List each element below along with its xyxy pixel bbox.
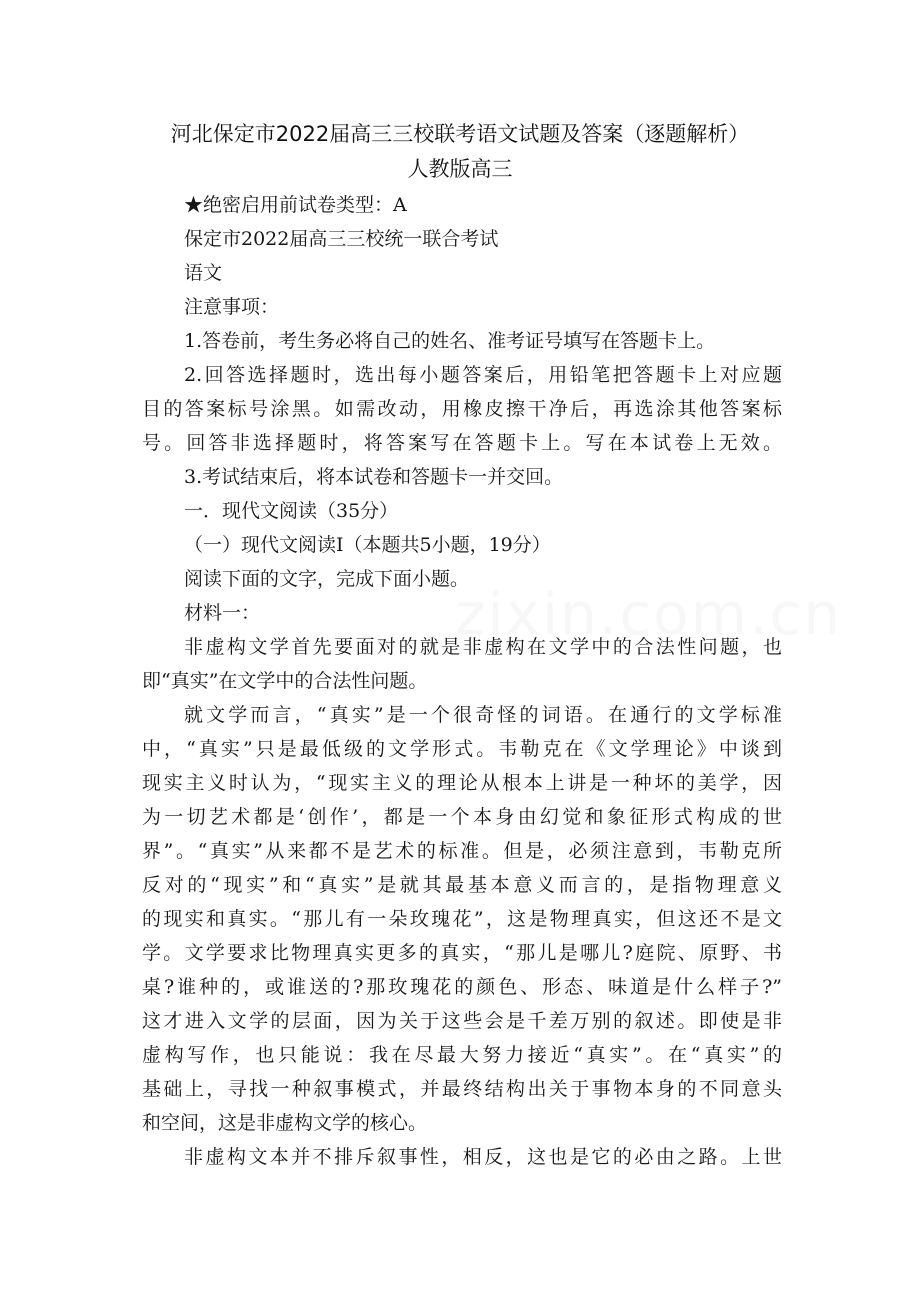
section-heading: 一．现代文阅读（35分） [184, 500, 399, 522]
paragraph-line: 基础上，寻找一种叙事模式，并最终结构出关于事物本身的不同意头 [142, 1078, 782, 1100]
note-item: 1.答卷前，考生务必将自己的姓名、准考证号填写在答题卡上。 [184, 330, 716, 352]
note-item-continued: 目的答案标号涂黑。如需改动，用橡皮擦干净后，再选涂其他答案标 [142, 398, 782, 420]
paragraph-line: 中，“真实”只是最低级的文学形式。韦勒克在《文学理论》中谈到 [142, 738, 782, 760]
paragraph-line: 虚构写作，也只能说：我在尽最大努力接近“真实”。在“真实”的 [142, 1044, 782, 1066]
paragraph-line: 学。文学要求比物理真实更多的真实，“那儿是哪儿?庭院、原野、书 [142, 942, 782, 964]
exam-name-line: 保定市2022届高三三校统一联合考试 [184, 228, 499, 250]
paragraph-line: 界”。“真实”从来都不是艺术的标准。但是，必须注意到，韦勒克所 [142, 840, 782, 862]
instruction-line: 阅读下面的文字，完成下面小题。 [184, 568, 470, 590]
paragraph-line: 为一切艺术都是‘创作’，都是一个本身由幻觉和象征形式构成的世 [142, 806, 782, 828]
note-item: 2.回答选择题时，选出每小题答案后，用铅笔把答题卡上对应题 [184, 364, 782, 386]
document-subtitle: 人教版高三 [407, 157, 513, 181]
paragraph-line: 桌?谁种的，或谁送的?那玫瑰花的颜色、形态、味道是什么样子?” [142, 976, 782, 998]
paragraph-line: 的现实和真实。“那儿有一朵玫瑰花”，这是物理真实，但这还不是文 [142, 908, 782, 930]
paragraph-line: 这才进入文学的层面，因为关于这些会是千差万别的叙述。即使是非 [142, 1010, 782, 1032]
paragraph-line: 现实主义时认为，“现实主义的理论从根本上讲是一种坏的美学，因 [142, 772, 782, 794]
subsection-heading: （一）现代文阅读Ⅰ（本题共5小题，19分） [184, 534, 551, 556]
note-item-continued: 号。回答非选择题时，将答案写在答题卡上。写在本试卷上无效。 [142, 432, 782, 454]
paragraph-line: 非虚构文学首先要面对的就是非虚构在文学中的合法性问题，也 [184, 636, 782, 658]
note-item: 3.考试结束后，将本试卷和答题卡一并交回。 [184, 466, 564, 488]
notes-heading: 注意事项： [184, 296, 280, 318]
material-heading: 材料一： [184, 602, 261, 624]
watermark: zixin.com.cn [455, 580, 843, 648]
paragraph-line: 即“真实”在文学中的合法性问题。 [142, 670, 428, 692]
paragraph-line: 非虚构文本并不排斥叙事性，相反，这也是它的必由之路。上世 [184, 1146, 782, 1168]
paragraph-line: 反对的“现实”和“真实”是就其最基本意义而言的，是指物理意义 [142, 874, 782, 896]
document-title: 河北保定市2022届高三三校联考语文试题及答案（逐题解析） [170, 122, 750, 146]
paragraph-line: 和空间，这是非虚构文学的核心。 [142, 1112, 428, 1134]
confidential-line: ★绝密启用前试卷类型：A [184, 194, 407, 216]
subject-line: 语文 [184, 262, 223, 284]
paragraph-line: 就文学而言，“真实”是一个很奇怪的词语。在通行的文学标准 [184, 704, 782, 726]
